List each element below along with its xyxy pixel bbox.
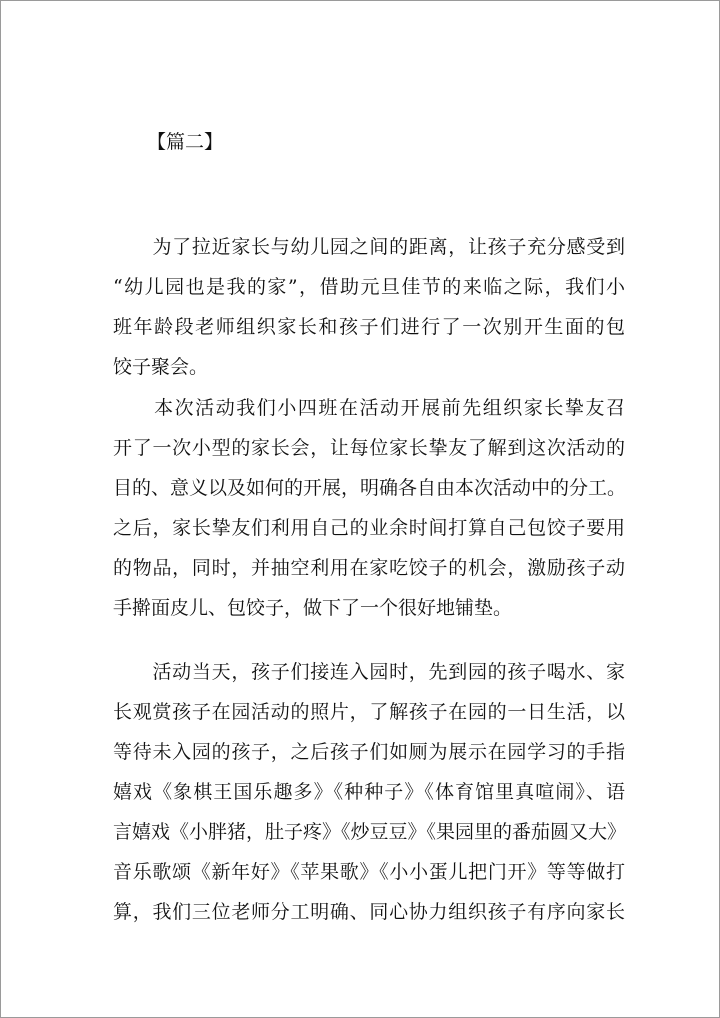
section-heading: 【篇二】 <box>147 131 224 153</box>
paragraph-3-line-4: 嬉戏《象棋王国乐趣多》《种种子》《体育馆里真喧闹》、语 <box>113 781 625 803</box>
paragraph-2-line-6: 手擀面皮儿、包饺子，做下了一个很好地铺垫。 <box>113 597 513 619</box>
paragraph-1-line-2: “幼儿园也是我的家”，借助元旦佳节的来临之际，我们小 <box>113 276 625 298</box>
paragraph-1 <box>113 227 625 387</box>
paragraph-3-line-5: 言嬉戏《小胖猪，肚子疼》《炒豆豆》《果园里的番茄圆又大》 <box>113 821 627 843</box>
paragraph-1-line-4: 饺子聚会。 <box>113 356 209 378</box>
paragraph-1-line-3: 班年龄段老师组织家长和孩子们进行了一次别开生面的包 <box>113 316 625 338</box>
paragraph-2-line-1: 本次活动我们小四班在活动开展前先组织家长挚友召 <box>113 397 625 419</box>
paragraph-3-line-7: 算，我们三位老师分工明确、同心协力组织孩子有序向家长 <box>113 901 625 923</box>
paragraph-2-line-3: 目的、意义以及如何的开展，明确各自由本次活动中的分工。 <box>113 477 627 499</box>
paragraph-1-line-1: 为了拉近家长与幼儿园之间的距离，让孩子充分感受到 <box>113 236 625 258</box>
paragraph-3-line-3: 等待未入园的孩子，之后孩子们如厕为展示在园学习的手指 <box>113 741 625 763</box>
paragraph-3 <box>113 652 625 932</box>
paragraph-2-line-5: 的物品，同时，并抽空利用在家吃饺子的机会，激励孩子动 <box>113 557 625 579</box>
paragraph-2-line-2: 开了一次小型的家长会，让每位家长挚友了解到这次活动的 <box>113 437 625 459</box>
paragraph-3-line-2: 长观赏孩子在园活动的照片，了解孩子在园的一日生活，以 <box>113 701 625 723</box>
paragraph-2 <box>113 388 625 628</box>
paragraph-3-line-6: 音乐歌颂《新年好》《苹果歌》《小小蛋儿把门开》等等做打 <box>113 861 625 883</box>
paragraph-3-line-1: 活动当天，孩子们接连入园时，先到园的孩子喝水、家 <box>113 661 625 683</box>
paragraph-2-line-4: 之后，家长挚友们利用自己的业余时间打算自己包饺子要用 <box>113 517 625 539</box>
